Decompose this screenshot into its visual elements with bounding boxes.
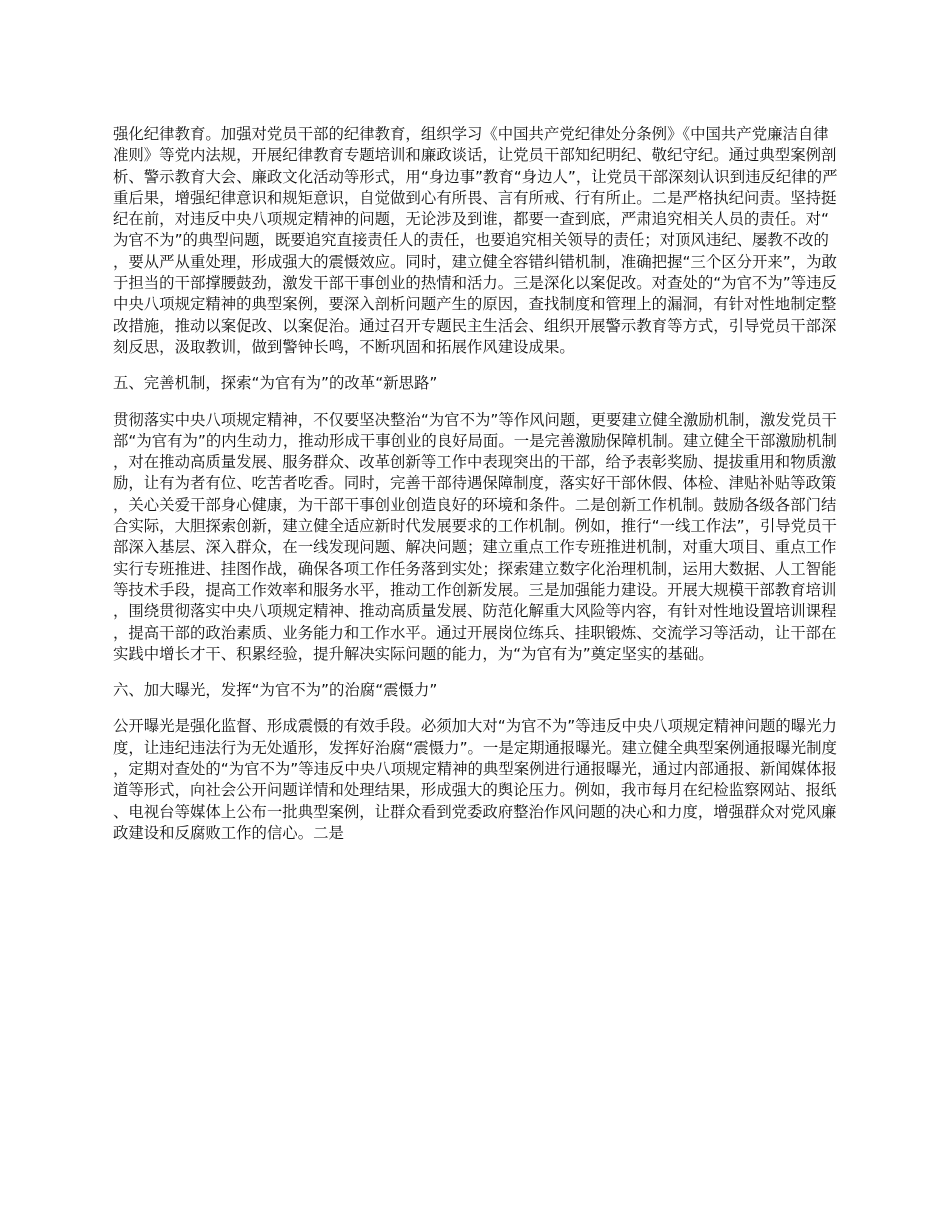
paragraph-discipline: 强化纪律教育。加强对党员干部的纪律教育，组织学习《中国共产党纪律处分条例》《中国共产党廉洁自律准则》等党内法规，开展纪律教育专题培训和廉政谈话，让党员干部知纪明纪、敬纪守纪。通过典型案例剖析、警示教育大会、廉政文化活动等形式，用“身边事”教育“身边人”，让党员干部深刻认识到违反纪律的严重后果，增强纪律意识和规矩意识，自觉做到心有所畏、言有所戒、行有所止。二是严格执纪问责。坚持挺纪在前，对违反中央八项规定精神的问题，无论涉及到谁，都要一查到底，严肃追究相关人员的责任。对“为官不为”的典型问题，既要追究直接责任人的责任，也要追究相关领导的责任；对顶风违纪、屡教不改的，要从严从重处理，形成强大的震慑效应。同时，建立健全容错纠错机制，准确把握“三个区分开来”，为敢于担当的干部撑腰鼓劲，激发干部干事创业的热情和活力。三是深化以案促改。对查处的“为官不为”等违反中央八项规定精神的典型案例，要深入剖析问题产生的原因，查找制度和管理上的漏洞，有针对性地制定整改措施，推动以案促改、以案促治。通过召开专题民主生活会、组织开展警示教育等方式，引导党员干部深刻反思，汲取教训，做到警钟长鸣，不断巩固和拓展作风建设成果。 [113,125,838,356]
section-heading-5: 五、完善机制，探索“为官有为”的改革“新思路” [113,374,438,393]
document-body [113,124,843,859]
paragraph-mechanism: 贯彻落实中央八项规定精神，不仅要坚决整治“为官不为”等作风问题，更要建立健全激励机制，激发党员干部“为官有为”的内生动力，推动形成干事创业的良好局面。一是完善激励保障机制。建立健全干部激励机制，对在推动高质量发展、服务群众、改革创新等工作中表现突出的干部，给予表彰奖励、提拔重用和物质激励，让有为者有位、吃苦者吃香。同时，完善干部待遇保障制度，落实好干部休假、体检、津贴补贴等政策，关心关爱干部身心健康，为干部干事创业创造良好的环境和条件。二是创新工作机制。鼓励各级各部门结合实际，大胆探索创新，建立健全适应新时代发展要求的工作机制。例如，推行“一线工作法”，引导党员干部深入基层、深入群众，在一线发现问题、解决问题；建立重点工作专班推进机制，对重大项目、重点工作实行专班推进、挂图作战，确保各项工作任务落到实处；探索建立数字化治理机制，运用大数据、人工智能等技术手段，提高工作效率和服务水平，推动工作创新发展。三是加强能力建设。开展大规模干部教育培训，围绕贯彻落实中央八项规定精神、推动高质量发展、防范化解重大风险等内容，有针对性地设置培训课程，提高干部的政治素质、业务能力和工作水平。通过开展岗位练兵、挂职锻炼、交流学习等活动，让干部在实践中增长才干、积累经验，提升解决实际问题的能力，为“为官有为”奠定坚实的基础。 [113,410,837,663]
section-heading-6: 六、加大曝光，发挥“为官不为”的治腐“震慑力” [113,681,438,700]
paragraph-exposure: 公开曝光是强化监督、形成震慑的有效手段。必须加大对“为官不为”等违反中央八项规定精神问题的曝光力度，让违纪违法行为无处遁形，发挥好治腐“震慑力”。一是定期通报曝光。建立健全典型案例通报曝光制度，定期对查处的“为官不为”等违反中央八项规定精神的典型案例进行通报曝光，通过内部通报、新闻媒体报道等形式，向社会公开问题详情和处理结果，形成强大的舆论压力。例如，我市每月在纪检监察网站、报纸、电视台等媒体上公布一批典型案例，让群众看到党委政府整治作风问题的决心和力度，增强群众对党风廉政建设和反腐败工作的信心。二是 [113,717,837,842]
